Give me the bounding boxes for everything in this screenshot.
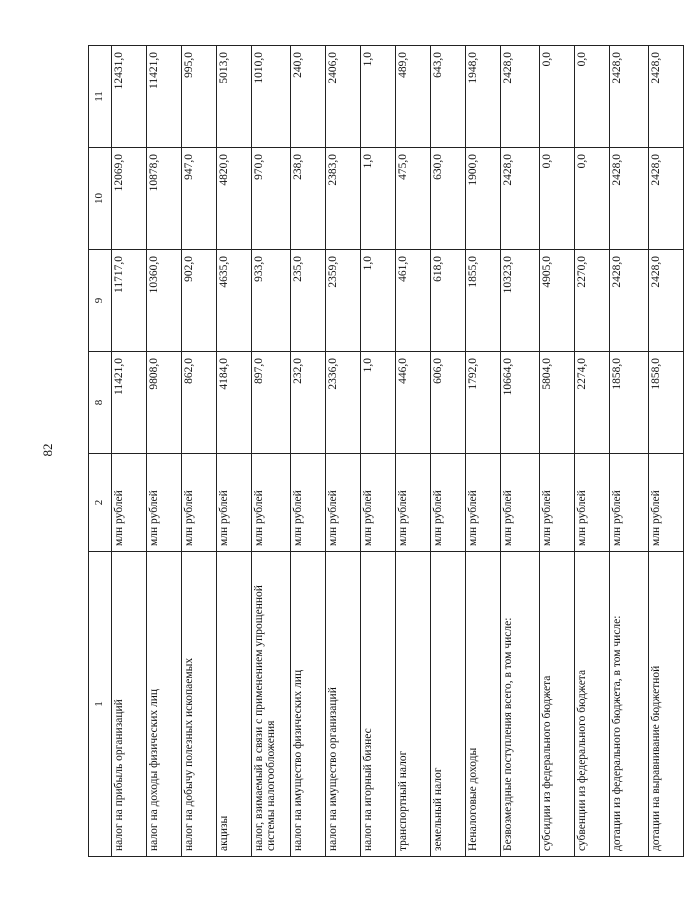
- header-cell: 1: [89, 552, 112, 857]
- value-cell: 1,0: [361, 148, 396, 250]
- row-name-cell: налог на игорный бизнес: [361, 552, 396, 857]
- value-cell: 446,0: [396, 352, 431, 454]
- row-unit-cell: млн рублей: [501, 454, 540, 552]
- rotated-table-area: [88, 45, 662, 857]
- row-name-cell: налог на добычу полезных ископаемых: [182, 552, 217, 857]
- row-name-cell: транспортный налог: [396, 552, 431, 857]
- value-cell: 2428,0: [649, 250, 684, 352]
- table-row: [291, 46, 326, 857]
- value-cell: 970,0: [252, 148, 291, 250]
- table-row: [326, 46, 361, 857]
- value-cell: 10323,0: [501, 250, 540, 352]
- row-name-cell: налог, взимаемый в связи с применением упрощенной системы налогообложения: [252, 552, 291, 857]
- row-name-cell: акцизы: [217, 552, 252, 857]
- value-cell: 4905,0: [540, 250, 575, 352]
- value-cell: 2270,0: [575, 250, 610, 352]
- value-cell: 2428,0: [610, 250, 649, 352]
- value-cell: 1858,0: [649, 352, 684, 454]
- row-unit-cell: млн рублей: [252, 454, 291, 552]
- header-cell: 8: [89, 352, 112, 454]
- value-cell: 1,0: [361, 250, 396, 352]
- row-unit-cell: млн рублей: [396, 454, 431, 552]
- value-cell: 232,0: [291, 352, 326, 454]
- row-unit-cell: млн рублей: [112, 454, 147, 552]
- value-cell: 5804,0: [540, 352, 575, 454]
- table-row: [182, 46, 217, 857]
- value-cell: 2336,0: [326, 352, 361, 454]
- value-cell: 1900,0: [466, 148, 501, 250]
- table-row: [147, 46, 182, 857]
- row-unit-cell: млн рублей: [326, 454, 361, 552]
- header-cell: 9: [89, 250, 112, 352]
- header-cell: 11: [89, 46, 112, 148]
- value-cell: 10360,0: [147, 250, 182, 352]
- value-cell: 2428,0: [501, 46, 540, 148]
- row-unit-cell: млн рублей: [182, 454, 217, 552]
- row-unit-cell: млн рублей: [431, 454, 466, 552]
- value-cell: 1948,0: [466, 46, 501, 148]
- value-cell: 10878,0: [147, 148, 182, 250]
- value-cell: 12069,0: [112, 148, 147, 250]
- value-cell: 933,0: [252, 250, 291, 352]
- table-row: [217, 46, 252, 857]
- table-row: [540, 46, 575, 857]
- value-cell: 1858,0: [610, 352, 649, 454]
- value-cell: 4820,0: [217, 148, 252, 250]
- value-cell: 1010,0: [252, 46, 291, 148]
- row-name-cell: налог на прибыль организаций: [112, 552, 147, 857]
- table-row: [466, 46, 501, 857]
- value-cell: 1855,0: [466, 250, 501, 352]
- value-cell: 475,0: [396, 148, 431, 250]
- value-cell: 0,0: [575, 46, 610, 148]
- table-header-row: [89, 46, 112, 857]
- value-cell: 489,0: [396, 46, 431, 148]
- row-name-cell: Неналоговые доходы: [466, 552, 501, 857]
- value-cell: 2406,0: [326, 46, 361, 148]
- table-row: [112, 46, 147, 857]
- value-cell: 995,0: [182, 46, 217, 148]
- row-unit-cell: млн рублей: [361, 454, 396, 552]
- value-cell: 240,0: [291, 46, 326, 148]
- value-cell: 897,0: [252, 352, 291, 454]
- row-unit-cell: млн рублей: [291, 454, 326, 552]
- value-cell: 9808,0: [147, 352, 182, 454]
- value-cell: 902,0: [182, 250, 217, 352]
- row-unit-cell: млн рублей: [610, 454, 649, 552]
- row-unit-cell: млн рублей: [466, 454, 501, 552]
- value-cell: 11421,0: [147, 46, 182, 148]
- value-cell: 862,0: [182, 352, 217, 454]
- value-cell: 643,0: [431, 46, 466, 148]
- table-row: [361, 46, 396, 857]
- row-name-cell: дотации из федерального бюджета, в том числе:: [610, 552, 649, 857]
- value-cell: 606,0: [431, 352, 466, 454]
- table-row: [252, 46, 291, 857]
- value-cell: 1,0: [361, 352, 396, 454]
- value-cell: 4635,0: [217, 250, 252, 352]
- value-cell: 235,0: [291, 250, 326, 352]
- value-cell: 947,0: [182, 148, 217, 250]
- header-cell: 2: [89, 454, 112, 552]
- page-number-text: 82: [40, 443, 55, 457]
- table-row: [649, 46, 684, 857]
- value-cell: 238,0: [291, 148, 326, 250]
- table-row: [431, 46, 466, 857]
- value-cell: 630,0: [431, 148, 466, 250]
- value-cell: 2428,0: [501, 148, 540, 250]
- table-row: [501, 46, 540, 857]
- value-cell: 11717,0: [112, 250, 147, 352]
- table-row: [396, 46, 431, 857]
- row-unit-cell: млн рублей: [540, 454, 575, 552]
- budget-revenue-table: [88, 45, 684, 857]
- row-unit-cell: млн рублей: [147, 454, 182, 552]
- row-name-cell: Безвозмездные поступления всего, в том числе:: [501, 552, 540, 857]
- row-name-cell: субвенции из федерального бюджета: [575, 552, 610, 857]
- value-cell: 1,0: [361, 46, 396, 148]
- value-cell: 5013,0: [217, 46, 252, 148]
- value-cell: 618,0: [431, 250, 466, 352]
- row-name-cell: земельный налог: [431, 552, 466, 857]
- row-name-cell: субсидии из федерального бюджета: [540, 552, 575, 857]
- value-cell: 2428,0: [610, 148, 649, 250]
- header-cell: 10: [89, 148, 112, 250]
- value-cell: 11421,0: [112, 352, 147, 454]
- value-cell: 2274,0: [575, 352, 610, 454]
- value-cell: 2428,0: [649, 148, 684, 250]
- row-unit-cell: млн рублей: [649, 454, 684, 552]
- value-cell: 2359,0: [326, 250, 361, 352]
- row-unit-cell: млн рублей: [575, 454, 610, 552]
- value-cell: 2383,0: [326, 148, 361, 250]
- table-row: [610, 46, 649, 857]
- row-name-cell: налог на имущество организаций: [326, 552, 361, 857]
- row-name-cell: налог на доходы физических лиц: [147, 552, 182, 857]
- value-cell: 0,0: [540, 46, 575, 148]
- row-name-cell: налог на имущество физических лиц: [291, 552, 326, 857]
- value-cell: 10664,0: [501, 352, 540, 454]
- value-cell: 461,0: [396, 250, 431, 352]
- value-cell: 12431,0: [112, 46, 147, 148]
- row-unit-cell: млн рублей: [217, 454, 252, 552]
- row-name-cell: дотации на выравнивание бюджетной: [649, 552, 684, 857]
- value-cell: 0,0: [540, 148, 575, 250]
- value-cell: 2428,0: [649, 46, 684, 148]
- value-cell: 0,0: [575, 148, 610, 250]
- value-cell: 4184,0: [217, 352, 252, 454]
- table-row: [575, 46, 610, 857]
- value-cell: 1792,0: [466, 352, 501, 454]
- value-cell: 2428,0: [610, 46, 649, 148]
